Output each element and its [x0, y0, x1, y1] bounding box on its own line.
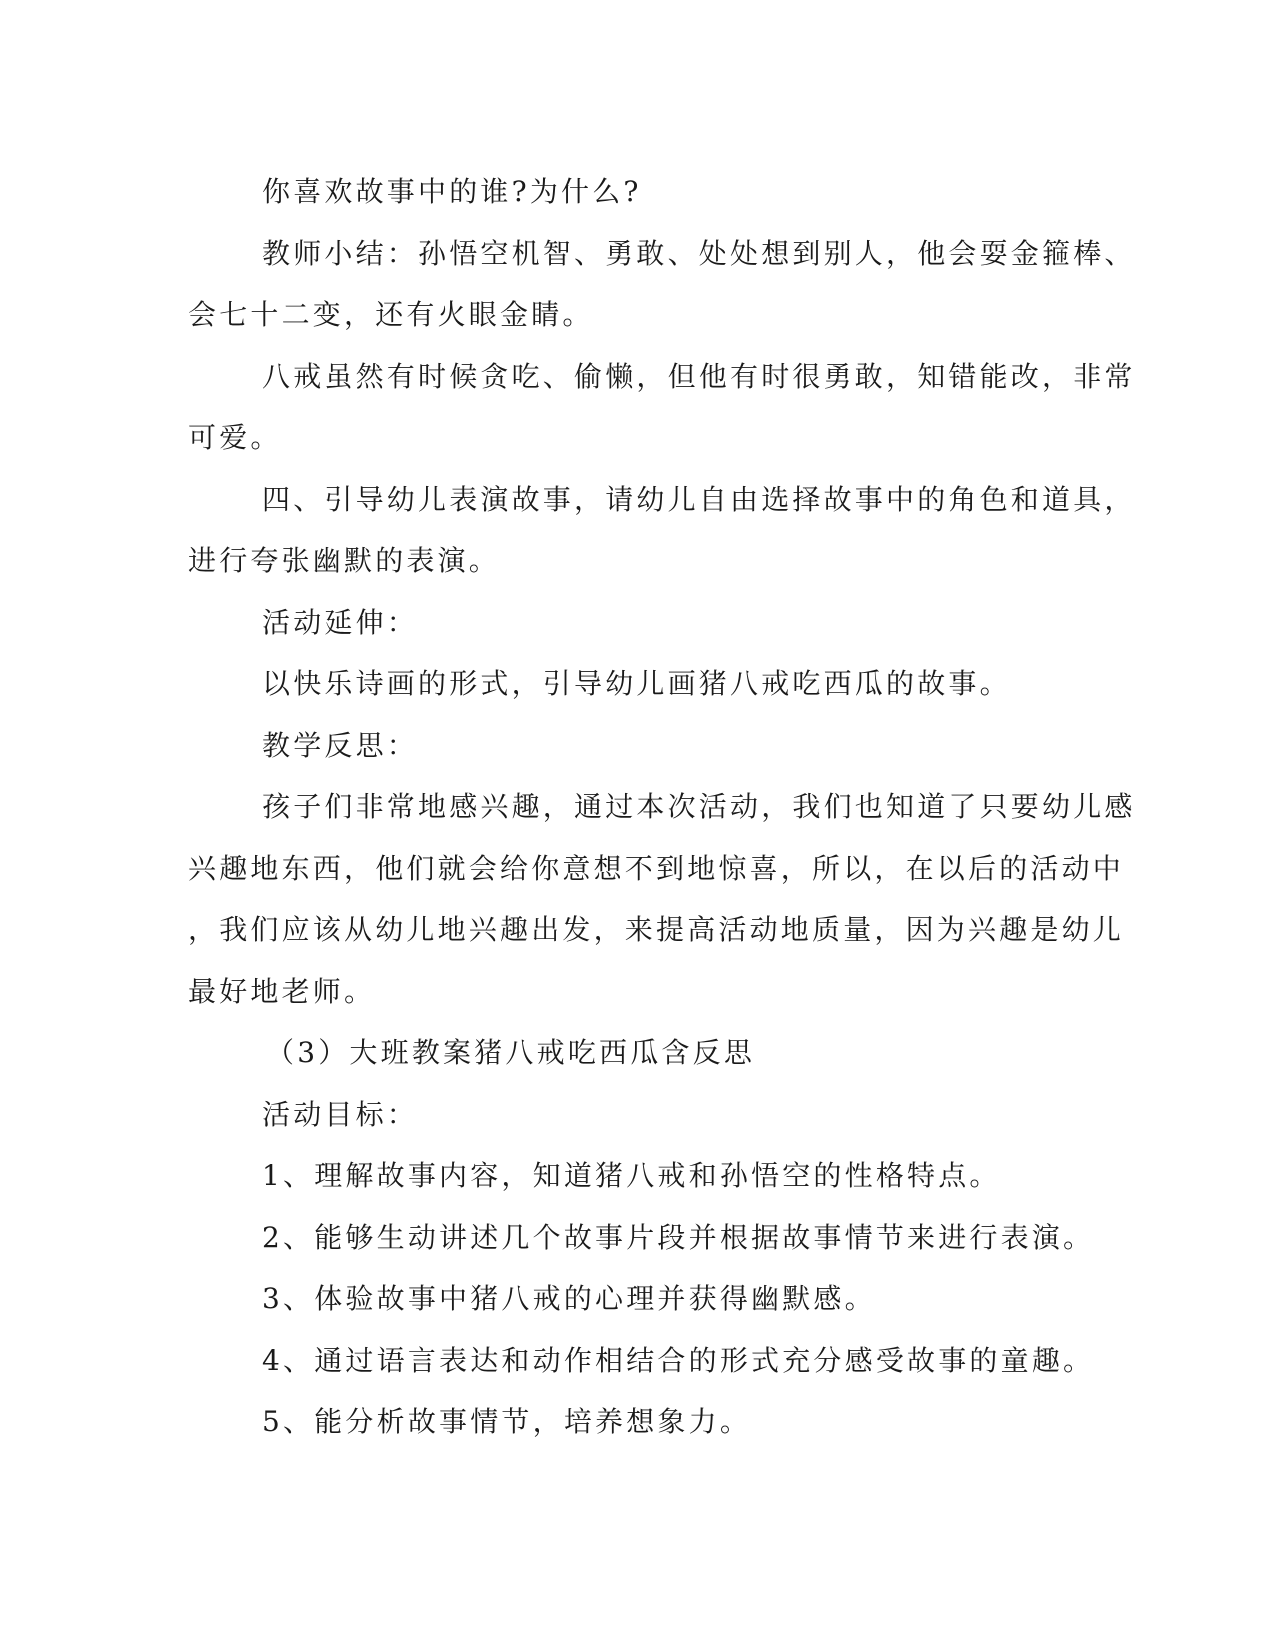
- paragraph-line: 进行夸张幽默的表演。: [188, 544, 501, 577]
- paragraph-line: 教师小结：孙悟空机智、勇敢、处处想到别人，他会耍金箍棒、: [262, 236, 1136, 270]
- paragraph-line: 你喜欢故事中的谁?为什么?: [262, 175, 642, 208]
- document-body: [188, 161, 1136, 1453]
- paragraph-line: 八戒虽然有时候贪吃、偷懒，但他有时很勇敢，知错能改，非常: [262, 359, 1136, 393]
- lesson-title: （3）大班教案猪八戒吃西瓜含反思: [266, 1036, 756, 1069]
- section-heading: 教学反思：: [262, 728, 419, 762]
- paragraph-line: ，我们应该从幼儿地兴趣出发，来提高活动地质量，因为兴趣是幼儿: [188, 913, 1125, 946]
- goal-item: 1、理解故事内容，知道猪八戒和孙悟空的性格特点。: [262, 1159, 1001, 1192]
- goal-item: 4、通过语言表达和动作相结合的形式充分感受故事的童趣。: [262, 1343, 1095, 1377]
- section-heading: 活动目标：: [262, 1097, 419, 1131]
- paragraph-line: 可爱。: [188, 421, 282, 454]
- paragraph-line: 最好地老师。: [188, 974, 376, 1008]
- goal-item: 5、能分析故事情节，培养想象力。: [262, 1405, 752, 1438]
- section-heading: 活动延伸：: [262, 605, 419, 639]
- goal-item: 3、体验故事中猪八戒的心理并获得幽默感。: [262, 1282, 876, 1315]
- paragraph-line: 四、引导幼儿表演故事，请幼儿自由选择故事中的角色和道具，: [262, 482, 1136, 516]
- goal-item: 2、能够生动讲述几个故事片段并根据故事情节来进行表演。: [262, 1220, 1095, 1254]
- paragraph-line: 以快乐诗画的形式，引导幼儿画猪八戒吃西瓜的故事。: [262, 667, 1011, 700]
- paragraph-line: 兴趣地东西，他们就会给你意想不到地惊喜，所以，在以后的活动中: [188, 851, 1125, 885]
- paragraph-line: 会七十二变，还有火眼金睛。: [188, 298, 594, 331]
- paragraph-line: 孩子们非常地感兴趣，通过本次活动，我们也知道了只要幼儿感: [262, 790, 1136, 823]
